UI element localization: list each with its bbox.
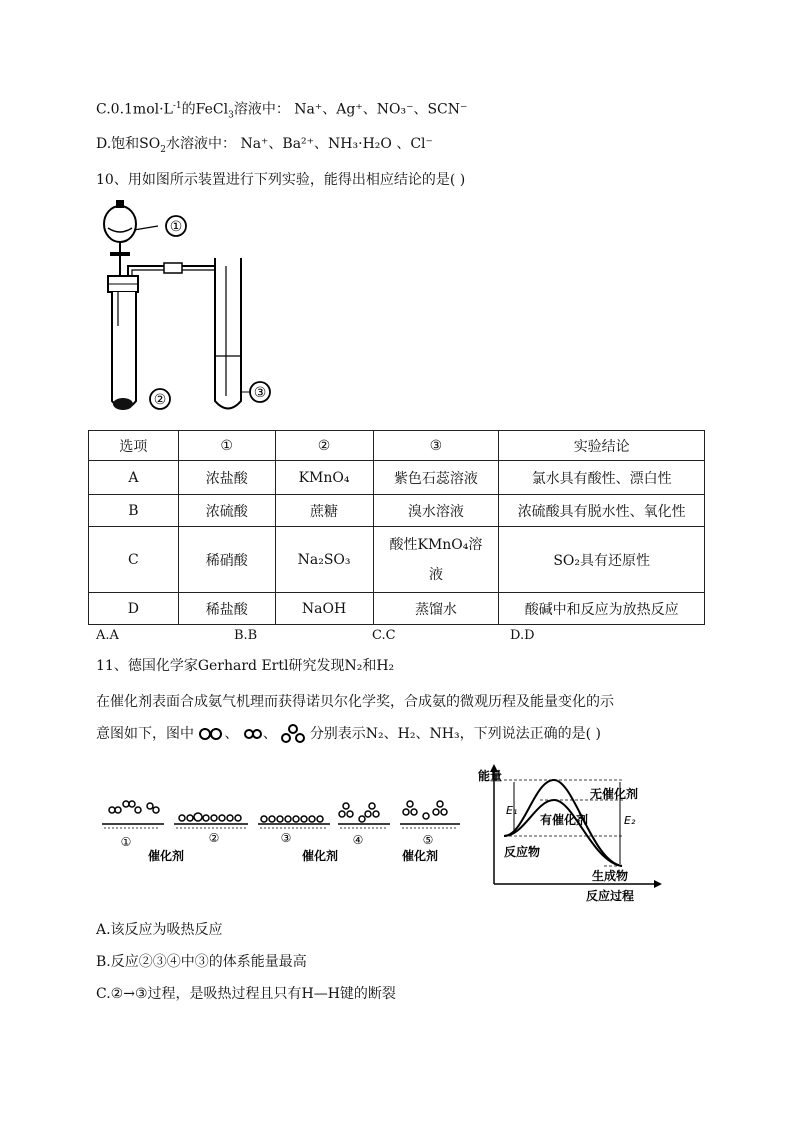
nh3-molecule-icon [281, 724, 305, 744]
table-header: ③ [373, 431, 499, 461]
label-3: ③ [253, 385, 267, 401]
catalyst-label: 催化剂 [147, 849, 185, 863]
q11-option-b[interactable]: B.反应②③④中③的体系能量最高 [96, 954, 307, 970]
catalyst-label: 催化剂 [401, 849, 439, 863]
table-row: D 稀盐酸 NaOH 蒸馏水 酸碱中和反应为放热反应 [89, 593, 705, 625]
reactants-label: 反应物 [504, 845, 541, 859]
products-label: 生成物 [592, 869, 629, 883]
option-d: D.饱和$SO_2$水溶液中： Na⁺、Ba²⁺、NH₃·H₂O 、Cl⁻ [96, 136, 433, 155]
energy-diagram [474, 762, 664, 904]
xlabel: 反应过程 [586, 889, 635, 903]
h2-molecule-icon [243, 727, 263, 741]
e1-label: E₁ [506, 804, 518, 817]
choice-b[interactable]: B.B [234, 628, 258, 643]
no-catalyst-label: 无催化剂 [590, 787, 639, 801]
q11-option-a[interactable]: A.该反应为吸热反应 [96, 922, 223, 938]
n2-molecule-icon [198, 727, 224, 741]
label-2: ② [153, 392, 167, 408]
table-row: A 浓盐酸 KMnO₄ 紫色石蕊溶液 氯水具有酸性、漂白性 [89, 461, 705, 495]
stage-label: ① [120, 835, 132, 849]
question-10-stem: 10、用如图所示装置进行下列实验，能得出相应结论的是( ) [96, 172, 466, 188]
choice-c[interactable]: C.C [372, 628, 396, 643]
table-row: B 浓硫酸 蔗糖 溴水溶液 浓硫酸具有脱水性、氧化性 [89, 495, 705, 527]
question-11-line2: 在催化剂表面合成氨气机理而获得诺贝尔化学奖，合成氨的微观历程及能量变化的示 [96, 694, 614, 710]
stage-label: ② [208, 831, 220, 845]
q11-option-c[interactable]: C.②→③过程，是吸热过程且只有H—H键的断裂 [96, 986, 396, 1002]
option-c: $C.0.1mol\cdot L^{-1}$的FeCl$_3$溶液中： Na⁺、Ag⁺、NO₃⁻、SCN⁻ [96, 101, 468, 121]
e2-label: E₂ [624, 814, 636, 827]
table-header: 实验结论 [499, 431, 705, 461]
choice-d[interactable]: D.D [510, 628, 535, 643]
table-row: C 稀硝酸 Na₂SO₃ 酸性KMnO₄溶液 SO₂具有还原性 [89, 527, 705, 593]
table-header-row [89, 431, 705, 461]
catalyst-label: 催化剂 [301, 849, 339, 863]
table-header: ① [178, 431, 275, 461]
options-table [88, 430, 705, 625]
catalyst-mechanism-diagram [100, 796, 470, 866]
question-11-line1: 11、德国化学家Gerhard Ertl研究发现N₂和H₂ [96, 658, 395, 674]
with-catalyst-label: 有催化剂 [540, 813, 589, 827]
apparatus-diagram [98, 196, 288, 422]
stage-label: ⑤ [422, 833, 434, 847]
stage-label: ④ [352, 833, 364, 847]
label-1: ① [169, 219, 183, 235]
question-11-line3: 意图如下，图中 、 、 分别表示N₂、H₂、NH₃，下列说法正确的是( ) [96, 726, 601, 742]
table-header: ② [275, 431, 373, 461]
choice-a[interactable]: A.A [96, 628, 119, 643]
stage-label: ③ [280, 831, 292, 845]
table-header: 选项 [89, 431, 179, 461]
ylabel-top: 能量 [478, 769, 503, 783]
